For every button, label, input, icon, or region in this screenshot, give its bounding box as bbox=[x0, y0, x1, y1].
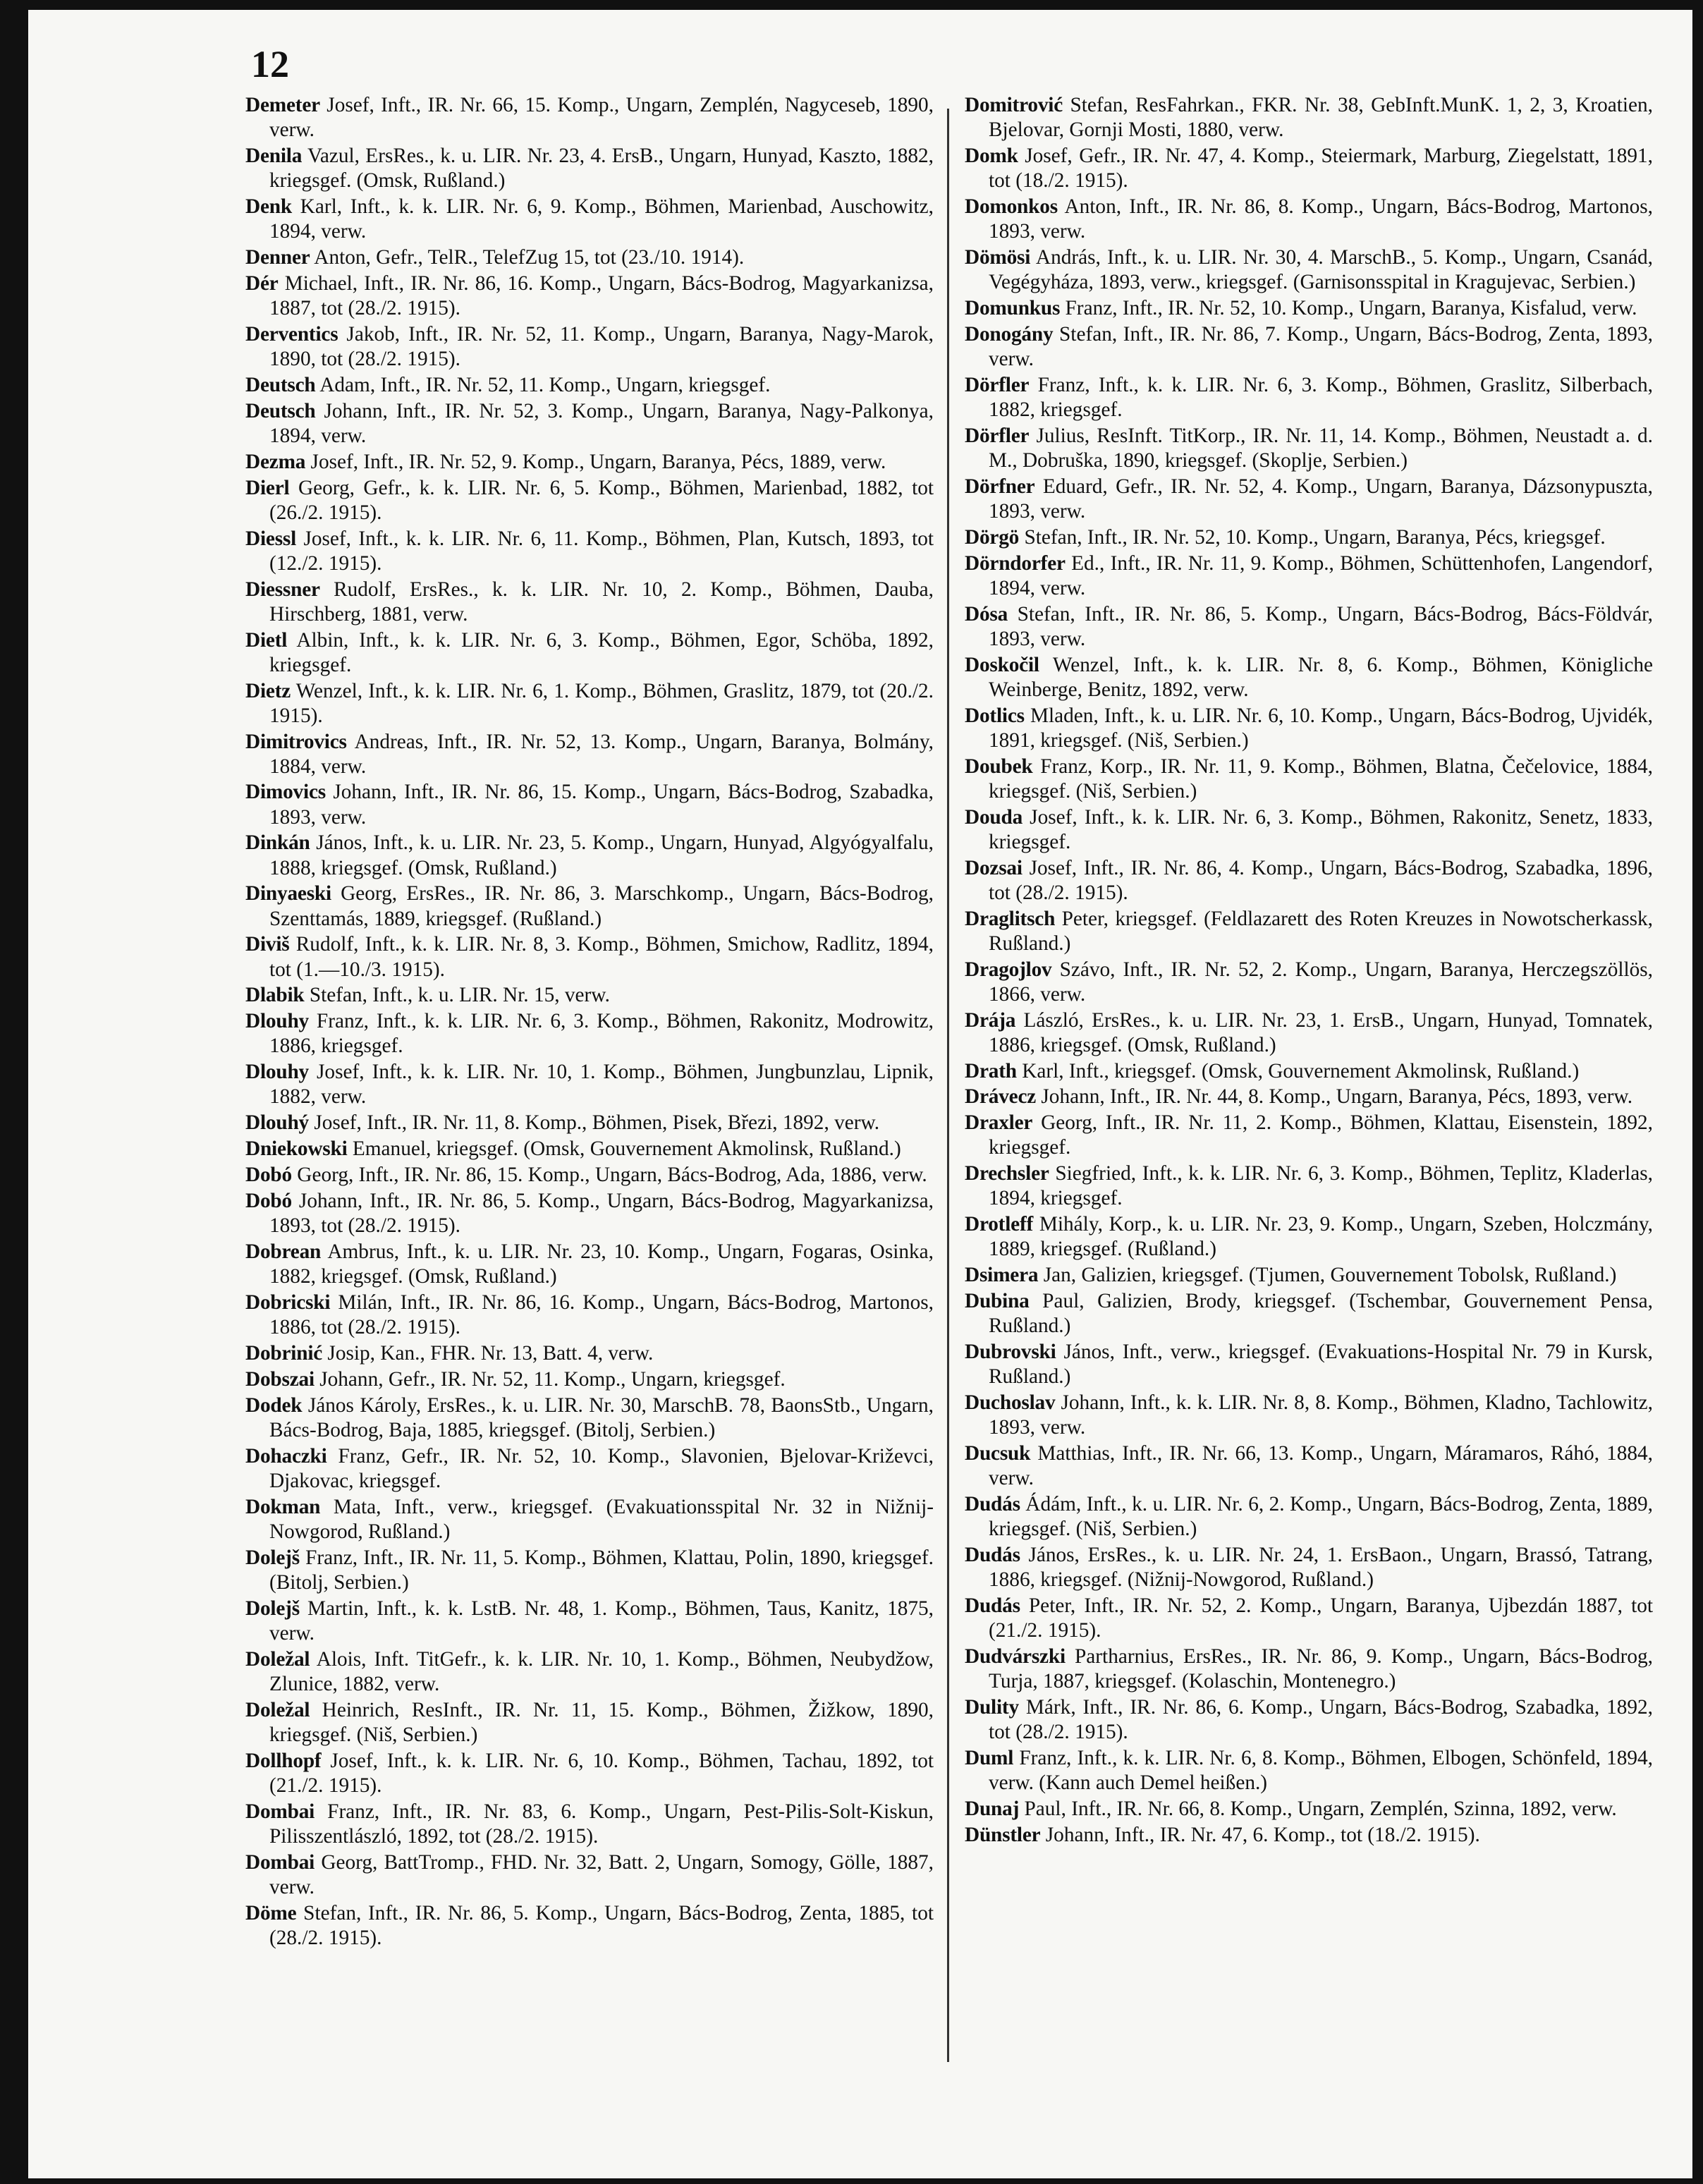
entry-details: Matthias, Inft., IR. Nr. 66, 13. Komp., Ungarn, Máramaros, Ráhó, 1884, verw. bbox=[989, 1442, 1654, 1490]
entry-details: Franz, Inft., k. k. LIR. Nr. 6, 8. Komp., Böhmen, Elbogen, Schönfeld, 1894, verw. (Kann auch Demel heißen.) bbox=[989, 1746, 1653, 1795]
entry-surname: Dierl bbox=[245, 476, 290, 499]
register-entry bbox=[245, 1444, 934, 1494]
register-entry bbox=[965, 805, 1653, 855]
entry-details: Siegfried, Inft., k. k. LIR. Nr. 6, 3. Komp., Böhmen, Teplitz, Kladerlas, 1894, kriegsgef. bbox=[989, 1162, 1653, 1210]
entry-details: Jan, Galizien, kriegsgef. (Tjumen, Gouvernement Tobolsk, Rußland.) bbox=[1043, 1264, 1617, 1287]
entry-details: Franz, Inft., IR. Nr. 52, 10. Komp., Ungarn, Baranya, Kisfalud, verw. bbox=[1065, 296, 1637, 319]
entry-details: Johann, Gefr., IR. Nr. 52, 11. Komp., Ungarn, kriegsgef. bbox=[319, 1367, 786, 1391]
entry-surname: Diviš bbox=[245, 933, 290, 956]
register-entry bbox=[965, 1391, 1653, 1440]
register-entry bbox=[245, 1698, 934, 1747]
entry-details: Emanuel, kriegsgef. (Omsk, Gouvernement Akmolinsk, Rußland.) bbox=[352, 1137, 901, 1161]
entry-details: Johann, Inft., k. k. LIR. Nr. 8, 8. Komp., Böhmen, Kladno, Tachlowitz, 1893, verw. bbox=[989, 1391, 1653, 1439]
entry-details: András, Inft., k. u. LIR. Nr. 30, 4. MarschB., 5. Komp., Ungarn, Csanád, Vegégyháza, 1893, verw., kriegsgef. (Garnisonsspital in Kragujevac, Serbien.) bbox=[989, 245, 1653, 294]
register-entry bbox=[965, 704, 1653, 753]
register-entry bbox=[965, 245, 1653, 295]
entry-surname: Doubek bbox=[965, 755, 1033, 778]
register-entry bbox=[965, 1746, 1653, 1795]
entry-details: Josef, Inft., k. k. LIR. Nr. 6, 10. Komp., Böhmen, Tachau, 1892, tot (21./2. 1915). bbox=[269, 1749, 934, 1797]
register-entry bbox=[965, 525, 1653, 550]
entry-details: János, Inft., verw., kriegsgef. (Evakuations-Hospital Nr. 79 in Kursk, Rußland.) bbox=[989, 1341, 1653, 1389]
register-entry bbox=[965, 1212, 1653, 1262]
entry-details: Johann, Inft., IR. Nr. 86, 15. Komp., Ungarn, Bács-Bodrog, Szabadka, 1893, verw. bbox=[269, 781, 934, 829]
register-entry bbox=[965, 1161, 1653, 1211]
register-entry bbox=[965, 1085, 1653, 1109]
register-entry bbox=[965, 373, 1653, 422]
entry-details: Johann, Inft., IR. Nr. 44, 8. Komp., Ungarn, Baranya, Pécs, 1893, verw. bbox=[1041, 1085, 1633, 1109]
register-entry bbox=[245, 1749, 934, 1798]
register-entry bbox=[245, 195, 934, 244]
entry-details: Georg, Inft., IR. Nr. 86, 15. Komp., Ungarn, Bács-Bodrog, Ada, 1886, verw. bbox=[297, 1164, 927, 1187]
entry-surname: Dozsai bbox=[965, 856, 1023, 879]
entry-surname: Dezma bbox=[245, 450, 306, 473]
document-page bbox=[28, 10, 1692, 2178]
entry-details: Mladen, Inft., k. u. LIR. Nr. 6, 10. Komp., Ungarn, Bács-Bodrog, Ujvidék, 1891, kriegsgef. (Niš, Serbien.) bbox=[989, 704, 1654, 752]
register-entry bbox=[965, 1111, 1653, 1160]
entry-surname: Dobó bbox=[245, 1164, 292, 1187]
register-entry bbox=[245, 450, 934, 475]
entry-details: Martin, Inft., k. k. LstB. Nr. 48, 1. Komp., Böhmen, Taus, Kanitz, 1875, verw. bbox=[269, 1597, 934, 1645]
entry-surname: Dobó bbox=[245, 1189, 292, 1212]
entry-details: László, ErsRes., k. u. LIR. Nr. 23, 1. ErsB., Ungarn, Hunyad, Tomnatek, 1886, kriegsgef. (Omsk, Rußland.) bbox=[989, 1008, 1653, 1056]
entry-surname: Döme bbox=[245, 1901, 297, 1924]
entry-details: Milán, Inft., IR. Nr. 86, 16. Komp., Ungarn, Bács-Bodrog, Martonos, 1886, tot (28./2. 1915). bbox=[269, 1291, 934, 1339]
entry-details: Paul, Inft., IR. Nr. 66, 8. Komp., Ungarn, Zemplén, Szinna, 1892, verw. bbox=[1024, 1797, 1617, 1820]
entry-surname: Dietz bbox=[245, 679, 291, 702]
register-entry bbox=[965, 1340, 1653, 1389]
entry-surname: Dobrinić bbox=[245, 1341, 323, 1365]
register-entry bbox=[965, 195, 1653, 244]
entry-details: Wenzel, Inft., k. k. LIR. Nr. 6, 1. Komp., Böhmen, Graslitz, 1879, tot (20./2. 1915). bbox=[269, 679, 934, 727]
register-entry bbox=[245, 322, 934, 372]
entry-details: Anton, Inft., IR. Nr. 86, 8. Komp., Ungarn, Bács-Bodrog, Martonos, 1893, verw. bbox=[989, 195, 1653, 243]
entry-surname: Dobszai bbox=[245, 1367, 315, 1391]
entry-details: Julius, ResInft. TitKorp., IR. Nr. 11, 14. Komp., Böhmen, Neustadt a. d. M., Dobruška, 1890, kriegsgef. (Skoplje, Serbien.) bbox=[989, 424, 1653, 472]
entry-surname: Dörndorfer bbox=[965, 551, 1066, 575]
register-entry bbox=[245, 628, 934, 678]
register-entry bbox=[245, 1597, 934, 1646]
entry-details: Karl, Inft., k. k. LIR. Nr. 6, 9. Komp., Böhmen, Marienbad, Auschowitz, 1894, verw. bbox=[269, 195, 934, 243]
entry-surname: Dodek bbox=[245, 1393, 303, 1417]
register-entry bbox=[245, 1367, 934, 1392]
register-entry bbox=[965, 1594, 1653, 1643]
register-entry bbox=[245, 1111, 934, 1135]
entry-surname: Dunaj bbox=[965, 1797, 1020, 1820]
register-entry bbox=[965, 1492, 1653, 1542]
entry-details: Stefan, Inft., k. u. LIR. Nr. 15, verw. bbox=[309, 984, 610, 1007]
entry-surname: Dulity bbox=[965, 1696, 1019, 1719]
entry-details: Andreas, Inft., IR. Nr. 52, 13. Komp., Ungarn, Baranya, Bolmány, 1884, verw. bbox=[269, 730, 934, 778]
entry-surname: Dimitrovics bbox=[245, 730, 347, 753]
register-entry bbox=[245, 527, 934, 576]
register-entry bbox=[965, 1823, 1653, 1848]
entry-surname: Denk bbox=[245, 195, 292, 218]
register-entry bbox=[245, 1393, 934, 1443]
register-entry bbox=[245, 1291, 934, 1340]
register-entry bbox=[965, 755, 1653, 804]
entry-surname: Drotleff bbox=[965, 1213, 1034, 1236]
entry-surname: Dombai bbox=[245, 1800, 315, 1823]
entry-surname: Donogány bbox=[965, 322, 1054, 346]
entry-surname: Draxler bbox=[965, 1111, 1033, 1135]
register-entry bbox=[965, 296, 1653, 321]
register-entry bbox=[965, 93, 1653, 142]
entry-surname: Domitrović bbox=[965, 94, 1063, 116]
entry-details: Ádám, Inft., k. u. LIR. Nr. 6, 2. Komp., Ungarn, Bács-Bodrog, Zenta, 1889, kriegsgef. (Niš, Serbien.) bbox=[989, 1493, 1654, 1541]
register-entry bbox=[965, 475, 1653, 524]
entry-surname: Dohaczki bbox=[245, 1444, 327, 1468]
entry-details: Mata, Inft., verw., kriegsgef. (Evakuationsspital Nr. 32 in Nižnij-Nowgorod, Rußland.) bbox=[269, 1495, 934, 1543]
entry-surname: Doskočil bbox=[965, 653, 1039, 676]
entry-surname: Dlouhy bbox=[245, 1061, 309, 1084]
entry-surname: Domonkos bbox=[965, 195, 1058, 218]
entry-details: Josef, Inft., IR. Nr. 11, 8. Komp., Böhmen, Pisek, Březi, 1892, verw. bbox=[314, 1111, 880, 1135]
entry-surname: Dimovics bbox=[245, 781, 326, 804]
register-entry bbox=[245, 1009, 934, 1059]
entry-details: Franz, Korp., IR. Nr. 11, 9. Komp., Böhmen, Blatna, Čečelovice, 1884, kriegsgef. (Niš, Serbien.) bbox=[989, 755, 1654, 803]
entry-details: Stefan, Inft., IR. Nr. 86, 5. Komp., Ungarn, Bács-Bodrog, Bács-Földvár, 1893, verw. bbox=[989, 602, 1653, 650]
register-entry bbox=[245, 983, 934, 1008]
entry-surname: Dollhopf bbox=[245, 1749, 322, 1772]
entry-surname: Dlabik bbox=[245, 984, 305, 1007]
entry-surname: Dniekowski bbox=[245, 1137, 348, 1161]
entry-surname: Drája bbox=[965, 1008, 1016, 1032]
entry-details: Rudolf, Inft., k. k. LIR. Nr. 8, 3. Komp., Böhmen, Smichow, Radlitz, 1894, tot (1.—10./3. 1915). bbox=[269, 933, 934, 981]
entry-details: Josef, Inft., k. k. LIR. Nr. 10, 1. Komp., Böhmen, Jungbunzlau, Lipnik, 1882, verw. bbox=[269, 1061, 934, 1109]
entry-surname: Dinkán bbox=[245, 831, 310, 855]
entry-surname: Domunkus bbox=[965, 296, 1061, 319]
entry-details: Paul, Galizien, Brody, kriegsgef. (Tschembar, Gouvernement Pensa, Rußland.) bbox=[989, 1290, 1654, 1338]
entry-surname: Drath bbox=[965, 1059, 1017, 1082]
register-entry bbox=[245, 1189, 934, 1238]
register-entry bbox=[965, 322, 1653, 372]
page-number: 12 bbox=[251, 43, 289, 85]
entry-surname: Douda bbox=[965, 805, 1023, 829]
entry-details: Karl, Inft., kriegsgef. (Omsk, Gouvernement Akmolinsk, Rußland.) bbox=[1022, 1059, 1580, 1082]
entry-surname: Draglitsch bbox=[965, 907, 1056, 930]
register-entry bbox=[965, 1441, 1653, 1491]
entry-details: Josef, Gefr., IR. Nr. 47, 4. Komp., Steiermark, Marburg, Ziegelstatt, 1891, tot (18./2. 1915). bbox=[989, 144, 1654, 193]
entry-surname: Dörgö bbox=[965, 525, 1020, 549]
entry-details: Peter, Inft., IR. Nr. 52, 2. Komp., Ungarn, Baranya, Ujbezdán 1887, tot (21./2. 1915). bbox=[989, 1594, 1653, 1642]
entry-details: Franz, Inft., IR. Nr. 83, 6. Komp., Ungarn, Pest-Pilis-Solt-Kiskun, Pilisszentlászló, 1892, tot (28./2. 1915). bbox=[269, 1800, 934, 1848]
entry-surname: Dörfler bbox=[965, 424, 1030, 447]
register-entry bbox=[245, 144, 934, 193]
entry-surname: Denner bbox=[245, 245, 310, 269]
entry-surname: Dudvárszki bbox=[965, 1645, 1066, 1668]
entry-surname: Duchoslav bbox=[965, 1391, 1056, 1415]
right-column bbox=[965, 93, 1653, 1849]
register-entry bbox=[245, 1850, 934, 1900]
entry-details: János Károly, ErsRes., k. u. LIR. Nr. 30, MarschB. 78, BaonsStb., Ungarn, Bács-Bodrog, Baja, 1885, kriegsgef. (Bitolj, Serbien.) bbox=[269, 1393, 934, 1441]
entry-details: Albin, Inft., k. k. LIR. Nr. 6, 3. Komp., Böhmen, Egor, Schöba, 1892, kriegsgef. bbox=[269, 628, 934, 676]
entry-details: Georg, Inft., IR. Nr. 11, 2. Komp., Böhmen, Klattau, Eisenstein, 1892, kriegsgef. bbox=[989, 1111, 1653, 1159]
register-entry bbox=[245, 1800, 934, 1849]
entry-details: Jakob, Inft., IR. Nr. 52, 11. Komp., Ungarn, Baranya, Nagy-Marok, 1890, tot (28./2. 1915). bbox=[269, 322, 934, 370]
register-entry bbox=[245, 881, 934, 931]
register-entry bbox=[965, 1543, 1653, 1592]
entry-surname: Dolejš bbox=[245, 1597, 300, 1620]
entry-details: Stefan, ResFahrkan., FKR. Nr. 38, GebInft.MunK. 1, 2, 3, Kroatien, Bjelovar, Gornji Mosti, 1880, verw. bbox=[989, 94, 1653, 142]
entry-details: Franz, Gefr., IR. Nr. 52, 10. Komp., Slavonien, Bjelovar-Križevci, Djakovac, kriegsgef. bbox=[269, 1444, 934, 1492]
entry-details: Josef, Inft., k. k. LIR. Nr. 6, 3. Komp., Böhmen, Rakonitz, Senetz, 1833, kriegsgef. bbox=[989, 805, 1654, 853]
entry-details: Heinrich, ResInft., IR. Nr. 11, 15. Komp., Böhmen, Žižkow, 1890, kriegsgef. (Niš, Serbien.) bbox=[269, 1698, 934, 1746]
entry-surname: Dokman bbox=[245, 1495, 321, 1518]
entry-surname: Dudás bbox=[965, 1594, 1020, 1618]
register-entry bbox=[245, 730, 934, 779]
register-entry bbox=[965, 1695, 1653, 1745]
entry-details: János, Inft., k. u. LIR. Nr. 23, 5. Komp., Ungarn, Hunyad, Algyógyalfalu, 1888, kriegsgef. (Omsk, Rußland.) bbox=[269, 831, 934, 879]
entry-details: Georg, BattTromp., FHD. Nr. 32, Batt. 2, Ungarn, Somogy, Gölle, 1887, verw. bbox=[269, 1850, 934, 1898]
entry-surname: Dömösi bbox=[965, 245, 1031, 269]
entry-surname: Dobricski bbox=[245, 1291, 331, 1314]
register-entry bbox=[965, 1645, 1653, 1694]
register-entry bbox=[245, 932, 934, 982]
entry-details: Georg, ErsRes., IR. Nr. 86, 3. Marschkomp., Ungarn, Bács-Bodrog, Szenttamás, 1889, kriegsgef. (Rußland.) bbox=[269, 882, 934, 930]
entry-surname: Dudás bbox=[965, 1544, 1020, 1567]
entry-details: János, ErsRes., k. u. LIR. Nr. 24, 1. ErsBaon., Ungarn, Brassó, Tatrang, 1886, kriegsgef. (Nižnij-Nowgorod, Rußland.) bbox=[989, 1544, 1653, 1592]
entry-details: Anton, Gefr., TelR., TelefZug 15, tot (23./10. 1914). bbox=[314, 245, 745, 269]
entry-details: Peter, kriegsgef. (Feldlazarett des Roten Kreuzes in Nowotscherkassk, Rußland.) bbox=[989, 907, 1654, 955]
entry-surname: Derventics bbox=[245, 322, 338, 346]
register-entry bbox=[965, 1008, 1653, 1058]
entry-details: Josip, Kan., FHR. Nr. 13, Batt. 4, verw. bbox=[327, 1341, 654, 1365]
entry-details: Stefan, Inft., IR. Nr. 52, 10. Komp., Ungarn, Baranya, Pécs, kriegsgef. bbox=[1024, 525, 1606, 549]
entry-details: Michael, Inft., IR. Nr. 86, 16. Komp., Ungarn, Bács-Bodrog, Magyarkanizsa, 1887, tot (28./2. 1915). bbox=[269, 272, 934, 319]
entry-surname: Domk bbox=[965, 144, 1018, 167]
entry-surname: Diessner bbox=[245, 578, 320, 601]
entry-surname: Dinyaeski bbox=[245, 882, 331, 905]
entry-details: Josef, Inft., k. k. LIR. Nr. 6, 11. Komp., Böhmen, Plan, Kutsch, 1893, tot (12./2. 1915). bbox=[269, 527, 934, 575]
entry-surname: Demeter bbox=[245, 94, 320, 116]
entry-surname: Dombai bbox=[245, 1850, 315, 1874]
register-entry bbox=[965, 551, 1653, 601]
entry-details: Franz, Inft., k. k. LIR. Nr. 6, 3. Komp., Böhmen, Graslitz, Silberbach, 1882, kriegsgef. bbox=[989, 373, 1653, 421]
register-entry bbox=[245, 1546, 934, 1595]
entry-surname: Drechsler bbox=[965, 1162, 1049, 1185]
entry-details: Johann, Inft., IR. Nr. 86, 5. Komp., Ungarn, Bács-Bodrog, Magyarkanizsa, 1893, tot (28./2. 1915). bbox=[269, 1189, 934, 1238]
entry-details: Márk, Inft., IR. Nr. 86, 6. Komp., Ungarn, Bács-Bodrog, Szabadka, 1892, tot (28./2. 1915). bbox=[989, 1696, 1653, 1744]
column-divider bbox=[947, 109, 949, 2062]
register-entry bbox=[245, 476, 934, 525]
register-entry bbox=[245, 1495, 934, 1544]
entry-details: Franz, Inft., IR. Nr. 11, 5. Komp., Böhmen, Klattau, Polin, 1890, kriegsgef. (Bitolj, Serbien.) bbox=[269, 1546, 934, 1594]
entry-details: Franz, Inft., k. k. LIR. Nr. 6, 3. Komp., Böhmen, Rakonitz, Modrowitz, 1886, kriegsgef. bbox=[269, 1010, 934, 1058]
register-entry bbox=[245, 1163, 934, 1188]
entry-surname: Doležal bbox=[245, 1647, 310, 1671]
entry-details: Wenzel, Inft., k. k. LIR. Nr. 8, 6. Komp., Böhmen, Königliche Weinberge, Benitz, 1892, verw. bbox=[989, 653, 1653, 701]
entry-surname: Diessl bbox=[245, 527, 297, 550]
entry-details: Stefan, Inft., IR. Nr. 86, 5. Komp., Ungarn, Bács-Bodrog, Zenta, 1885, tot (28./2. 1915). bbox=[269, 1901, 934, 1949]
entry-surname: Dolejš bbox=[245, 1546, 300, 1569]
register-entry bbox=[245, 1060, 934, 1109]
register-entry bbox=[245, 1647, 934, 1697]
register-entry bbox=[245, 831, 934, 880]
register-entry bbox=[245, 272, 934, 321]
entry-details: Ambrus, Inft., k. u. LIR. Nr. 23, 10. Komp., Ungarn, Fogaras, Osinka, 1882, kriegsgef. (Omsk, Rußland.) bbox=[269, 1240, 934, 1288]
entry-surname: Drávecz bbox=[965, 1085, 1037, 1109]
entry-surname: Dotlics bbox=[965, 704, 1025, 727]
entry-details: Georg, Gefr., k. k. LIR. Nr. 6, 5. Komp., Böhmen, Marienbad, 1882, tot (26./2. 1915). bbox=[269, 476, 934, 524]
register-entry bbox=[965, 424, 1653, 473]
register-entry bbox=[965, 1263, 1653, 1288]
entry-details: Ed., Inft., IR. Nr. 11, 9. Komp., Böhmen, Schüttenhofen, Langendorf, 1894, verw. bbox=[989, 551, 1653, 599]
entry-surname: Dudás bbox=[965, 1493, 1020, 1516]
entry-surname: Dlouhý bbox=[245, 1111, 309, 1135]
register-entry bbox=[965, 958, 1653, 1007]
entry-details: Johann, Inft., IR. Nr. 47, 6. Komp., tot (18./2. 1915). bbox=[1045, 1823, 1480, 1846]
register-entry bbox=[245, 245, 934, 270]
entry-details: Adam, Inft., IR. Nr. 52, 11. Komp., Ungarn, kriegsgef. bbox=[319, 373, 771, 396]
register-entry bbox=[965, 1797, 1653, 1822]
entry-surname: Dubrovski bbox=[965, 1341, 1056, 1364]
entry-details: Josef, Inft., IR. Nr. 86, 4. Komp., Ungarn, Bács-Bodrog, Szabadka, 1896, tot (28./2. 1915). bbox=[989, 856, 1653, 904]
entry-surname: Deutsch bbox=[245, 399, 316, 422]
entry-surname: Dragojlov bbox=[965, 958, 1052, 981]
register-entry bbox=[245, 399, 934, 449]
register-entry bbox=[245, 1137, 934, 1161]
entry-surname: Doležal bbox=[245, 1698, 310, 1721]
entry-surname: Dubina bbox=[965, 1290, 1030, 1313]
register-entry bbox=[965, 602, 1653, 652]
register-entry bbox=[965, 907, 1653, 956]
entry-surname: Dsimera bbox=[965, 1264, 1039, 1287]
entry-surname: Duml bbox=[965, 1746, 1014, 1769]
entry-surname: Dietl bbox=[245, 628, 288, 652]
entry-details: Josef, Inft., IR. Nr. 52, 9. Komp., Ungarn, Baranya, Pécs, 1889, verw. bbox=[310, 450, 886, 473]
entry-surname: Deutsch bbox=[245, 373, 316, 396]
entry-details: Josef, Inft., IR. Nr. 66, 15. Komp., Ungarn, Zemplén, Nagyceseb, 1890, verw. bbox=[269, 94, 934, 142]
entry-details: Stefan, Inft., IR. Nr. 86, 7. Komp., Ungarn, Bács-Bodrog, Zenta, 1893, verw. bbox=[989, 322, 1654, 370]
entry-surname: Denila bbox=[245, 144, 303, 167]
register-entry bbox=[245, 1240, 934, 1289]
register-entry bbox=[245, 578, 934, 627]
entry-details: Johann, Inft., IR. Nr. 52, 3. Komp., Ungarn, Baranya, Nagy-Palkonya, 1894, verw. bbox=[269, 399, 934, 447]
entry-surname: Dörfner bbox=[965, 475, 1035, 498]
register-entry bbox=[245, 1341, 934, 1366]
register-entry bbox=[245, 1901, 934, 1951]
register-entry bbox=[965, 1289, 1653, 1338]
entry-details: Szávo, Inft., IR. Nr. 52, 2. Komp., Ungarn, Baranya, Herczegszöllös, 1866, verw. bbox=[989, 958, 1653, 1006]
entry-details: Alois, Inft. TitGefr., k. k. LIR. Nr. 10, 1. Komp., Böhmen, Neubydžow, Zlunice, 1882, verw. bbox=[269, 1647, 934, 1695]
entry-surname: Dlouhy bbox=[245, 1010, 309, 1033]
left-column bbox=[245, 93, 934, 1952]
entry-details: Partharnius, ErsRes., IR. Nr. 86, 9. Komp., Ungarn, Bács-Bodrog, Turja, 1887, kriegsgef. (Kolaschin, Montenegro.) bbox=[989, 1645, 1654, 1693]
entry-details: Mihály, Korp., k. u. LIR. Nr. 23, 9. Komp., Ungarn, Szeben, Holczmány, 1889, kriegsgef. (Rußland.) bbox=[989, 1213, 1653, 1261]
entry-surname: Dobrean bbox=[245, 1240, 322, 1263]
register-entry bbox=[965, 144, 1653, 193]
entry-details: Rudolf, ErsRes., k. k. LIR. Nr. 10, 2. Komp., Böhmen, Dauba, Hirschberg, 1881, verw. bbox=[269, 578, 934, 626]
register-entry bbox=[245, 780, 934, 829]
register-entry bbox=[245, 93, 934, 142]
entry-surname: Dósa bbox=[965, 602, 1008, 626]
entry-surname: Ducsuk bbox=[965, 1442, 1031, 1465]
entry-surname: Dörfler bbox=[965, 373, 1030, 396]
entry-surname: Dér bbox=[245, 272, 279, 295]
entry-surname: Dünstler bbox=[965, 1823, 1041, 1846]
register-entry bbox=[245, 373, 934, 398]
register-entry bbox=[965, 856, 1653, 905]
register-entry bbox=[965, 1059, 1653, 1084]
register-entry bbox=[245, 679, 934, 728]
entry-details: Eduard, Gefr., IR. Nr. 52, 4. Komp., Ungarn, Baranya, Dázsonypuszta, 1893, verw. bbox=[989, 475, 1653, 523]
register-entry bbox=[965, 653, 1653, 702]
entry-details: Vazul, ErsRes., k. u. LIR. Nr. 23, 4. ErsB., Ungarn, Hunyad, Kaszto, 1882, kriegsgef. (Omsk, Rußland.) bbox=[269, 144, 934, 193]
